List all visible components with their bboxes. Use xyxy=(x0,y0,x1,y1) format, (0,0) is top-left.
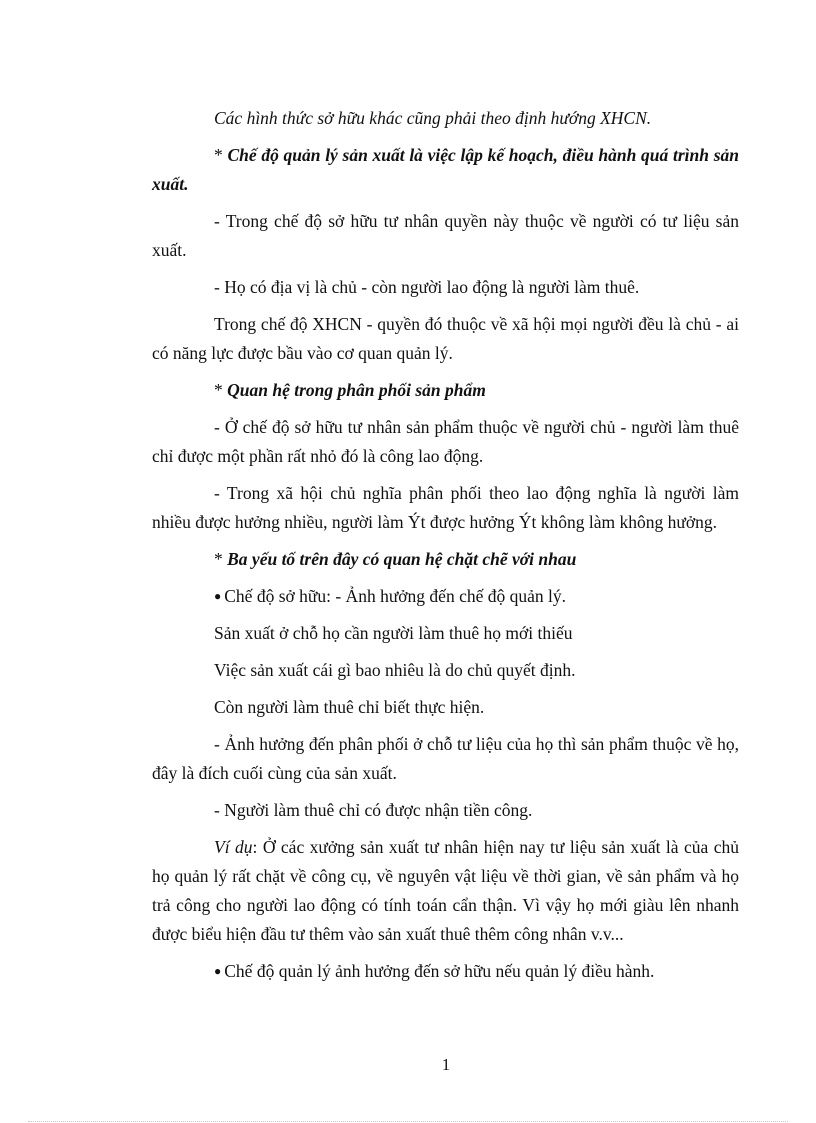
paragraph: Các hình thức sở hữu khác cũng phải theo định hướng XHCN. xyxy=(214,108,652,128)
paragraph: Sản xuất ở chỗ họ cần người làm thuê họ mới thiếu xyxy=(214,623,573,643)
bullet-icon: ● xyxy=(214,964,222,978)
page-number: 1 xyxy=(441,1055,451,1074)
heading-star: * xyxy=(214,145,228,165)
paragraph: - Họ có địa vị là chủ - còn người lao động là người làm thuê. xyxy=(214,277,640,297)
section-heading xyxy=(152,545,739,574)
paragraph: Việc sản xuất cái gì bao nhiêu là do chủ quyết định. xyxy=(214,660,576,680)
section-heading xyxy=(152,141,739,199)
paragraph: - Trong xã hội chủ nghĩa phân phối theo lao động nghĩa là người làm nhiều được hưởng nhiều, người làm Ýt được hưởng Ýt không làm không hưởng. xyxy=(152,483,739,532)
heading-text: Ba yếu tố trên đây có quan hệ chặt chẽ với nhau xyxy=(227,549,577,569)
example-label: Ví dụ xyxy=(214,837,253,857)
page-bottom-divider xyxy=(28,1121,788,1122)
paragraph: - Trong chế độ sở hữu tư nhân quyền này thuộc về người có tư liệu sản xuất. xyxy=(152,211,739,260)
paragraph: Còn người làm thuê chỉ biết thực hiện. xyxy=(214,697,485,717)
example-paragraph xyxy=(152,833,739,949)
paragraph: - Người làm thuê chỉ có được nhận tiền công. xyxy=(214,800,533,820)
bullet-paragraph xyxy=(152,582,739,611)
paragraph: - Ở chế độ sở hữu tư nhân sản phẩm thuộc về người chủ - người làm thuê chỉ được một phần rất nhỏ đó là công lao động. xyxy=(152,417,739,466)
heading-text: Quan hệ trong phân phối sản phẩm xyxy=(227,380,486,400)
heading-text: Chế độ quản lý sản xuất là việc lập kế hoạch, điều hành quá trình sản xuất. xyxy=(152,145,739,194)
document-body xyxy=(152,104,739,994)
heading-star: * xyxy=(214,549,228,569)
paragraph: - Ảnh hưởng đến phân phối ở chỗ tư liệu của họ thì sản phẩm thuộc về họ, đây là đích cuối cùng của sản xuất. xyxy=(152,734,739,783)
bullet-text: Chế độ sở hữu: - Ảnh hưởng đến chế độ quản lý. xyxy=(224,586,566,606)
example-text: : Ở các xưởng sản xuất tư nhân hiện nay tư liệu sản xuất là của chủ họ quản lý rất chặt về công cụ, về nguyên vật liệu về thời gian, về sản phẩm và họ trả công cho người lao động có tính toán cẩn thận. Vì vậy họ mới giàu lên nhanh được biểu hiện đầu tư thêm vào sản xuất thuê thêm công nhân v.v... xyxy=(152,837,739,944)
bullet-paragraph xyxy=(152,957,739,986)
paragraph: Trong chế độ XHCN - quyền đó thuộc về xã hội mọi người đều là chủ - ai có năng lực được bầu vào cơ quan quản lý. xyxy=(152,314,739,363)
bullet-icon: ● xyxy=(214,589,222,603)
heading-star: * xyxy=(214,380,228,400)
bullet-text: Chế độ quản lý ảnh hưởng đến sở hữu nếu quản lý điều hành. xyxy=(224,961,655,981)
section-heading xyxy=(152,376,739,405)
